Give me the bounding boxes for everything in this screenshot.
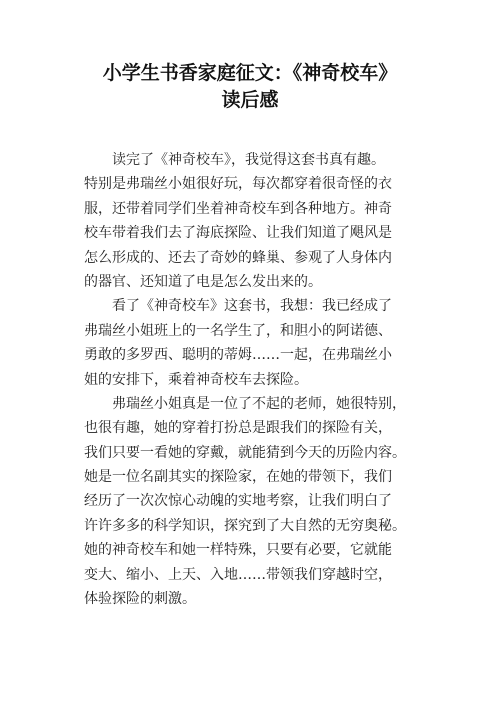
text-line: 也很有趣，她的穿着打扮总是跟我们的探险有关， (84, 420, 392, 437)
paragraph (84, 294, 424, 392)
text-line: 弗瑞丝小姐班上的一名学生了，和胆小的阿诺德、 (84, 322, 392, 339)
text-line: 看了《神奇校车》这套书，我想：我已经成了 (112, 298, 392, 315)
text-line: 姐的安排下，乘着神奇校车去探险。 (84, 371, 308, 388)
text-line: 特别是弗瑞丝小姐很好玩，每次都穿着很奇怪的衣 (84, 176, 392, 193)
text-line: 读完了《神奇校车》，我觉得这套书真有趣。 (112, 152, 385, 168)
document-body (84, 148, 424, 611)
document-title (60, 60, 440, 114)
text-line: 她的神奇校车和她一样特殊，只要有必要，它就能 (84, 542, 392, 559)
text-line: 变大、缩小、上天、入地……带领我们穿越时空， (84, 566, 392, 583)
title-line: 读后感 (221, 89, 279, 111)
text-line: 经历了一次次惊心动魄的实地考察，让我们明白了 (84, 493, 392, 510)
title-line: 小学生书香家庭征文：《神奇校车》 (102, 62, 398, 84)
paragraph (84, 148, 424, 294)
text-line: 校车带着我们去了海底探险、让我们知道了飓风是 (84, 225, 392, 242)
text-line: 弗瑞丝小姐真是一位了不起的老师，她很特别， (112, 395, 406, 412)
text-line: 的器官、还知道了电是怎么发出来的。 (84, 273, 322, 290)
text-line: 许许多多的科学知识，探究到了大自然的无穷奥秘。 (84, 517, 406, 534)
text-line: 怎么形成的、还去了奇妙的蜂巢、参观了人身体内 (84, 249, 392, 266)
text-line: 我们只要一看她的穿戴，就能猜到今天的历险内容。 (84, 444, 406, 461)
text-line: 她是一位名副其实的探险家，在她的带领下，我们 (84, 469, 392, 486)
text-line: 勇敢的多罗西、聪明的蒂姆……一起，在弗瑞丝小 (84, 347, 392, 364)
paragraph (84, 392, 424, 612)
text-line: 服，还带着同学们坐着神奇校车到各种地方。神奇 (84, 200, 392, 217)
text-line: 体验探险的刺激。 (84, 591, 196, 608)
